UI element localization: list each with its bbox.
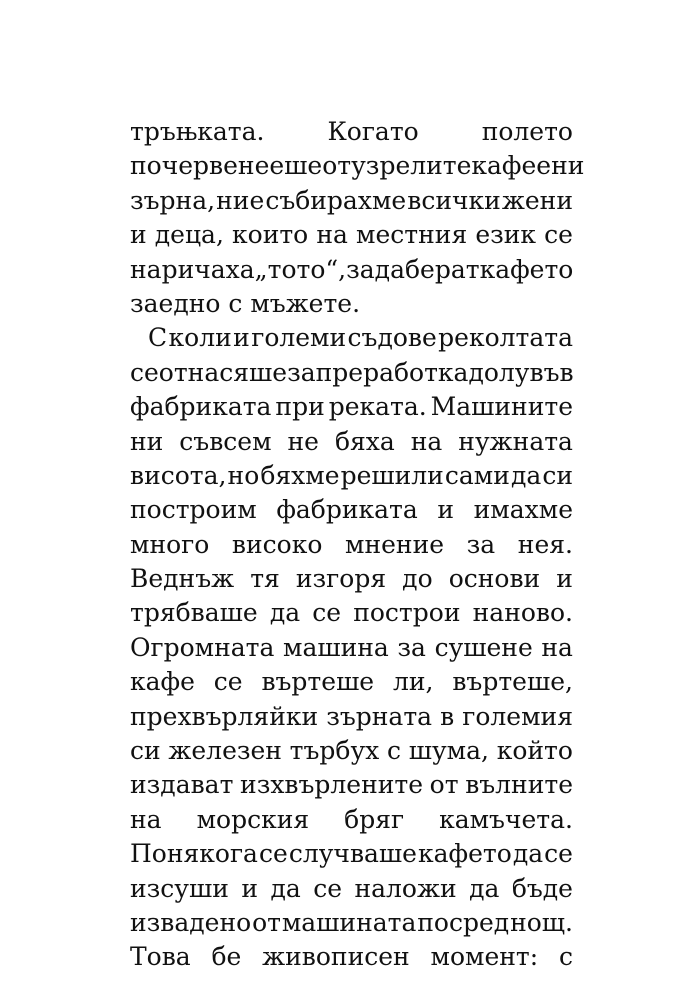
- word: Това: [130, 942, 191, 972]
- word: живописен: [262, 942, 410, 972]
- word: да: [374, 254, 405, 284]
- word: да: [512, 839, 544, 869]
- text-line-4: [130, 218, 573, 252]
- word: които: [232, 220, 309, 250]
- word: с: [387, 736, 402, 766]
- word: отнасяше: [158, 357, 288, 387]
- word: наричаха: [130, 254, 255, 284]
- word: и: [233, 323, 250, 353]
- word: нощ.: [510, 907, 573, 937]
- word: при: [275, 392, 325, 422]
- word: събирахме: [265, 185, 407, 215]
- word: на: [410, 426, 443, 456]
- word: С: [148, 323, 168, 353]
- text-line-17: [130, 665, 573, 699]
- word: бъде: [511, 873, 573, 903]
- word: „тото“,: [254, 254, 347, 284]
- word: момент:: [430, 942, 539, 972]
- word: се: [312, 598, 342, 628]
- text-line-9: [130, 390, 573, 424]
- word: сушене: [434, 632, 533, 662]
- text-line-13: [130, 528, 573, 562]
- word: големия: [462, 701, 573, 731]
- word: от: [322, 151, 352, 181]
- word: от: [252, 907, 281, 937]
- word: зърна,: [130, 185, 216, 215]
- word: се: [213, 667, 243, 697]
- text-line-14: [130, 562, 573, 596]
- word: ни: [130, 426, 164, 456]
- word: да: [510, 460, 542, 490]
- word: бяхме: [260, 460, 340, 490]
- word: Машините: [430, 392, 573, 422]
- text-line-1: [130, 115, 573, 149]
- word: ли,: [392, 667, 434, 697]
- word: въртеше: [261, 667, 375, 697]
- word: търбух: [289, 736, 380, 766]
- word: построим: [130, 495, 257, 525]
- word: реката.: [328, 392, 427, 422]
- text-line-8: [130, 356, 573, 390]
- word: наново.: [472, 598, 573, 628]
- word: от: [429, 770, 459, 800]
- word: Когато: [327, 117, 419, 146]
- text-line-25: [130, 940, 573, 974]
- text-line-15: [130, 596, 573, 630]
- word: фабриката: [130, 392, 272, 422]
- word: големи: [251, 323, 347, 353]
- word: за: [397, 632, 426, 662]
- text-line-24: [130, 906, 573, 940]
- word: шума,: [408, 736, 489, 766]
- word: имахме: [473, 495, 573, 525]
- word: фабриката: [276, 495, 418, 525]
- word: бяха: [334, 426, 395, 456]
- word: тръњката.: [130, 117, 265, 146]
- text-line-23: [130, 872, 573, 906]
- word: Огромната: [130, 632, 275, 662]
- text-line-2: [130, 149, 585, 183]
- word: деца,: [154, 220, 224, 250]
- word: на: [541, 632, 573, 662]
- word: в: [440, 701, 455, 731]
- text-line-11: [130, 459, 573, 493]
- word: изсуши: [130, 873, 229, 903]
- word: който: [496, 736, 573, 766]
- text-line-5: [130, 253, 573, 287]
- word: посред: [417, 907, 510, 937]
- word: коли: [168, 323, 232, 353]
- word: бряг: [344, 804, 405, 834]
- word: с: [558, 942, 573, 972]
- word: узрелите: [351, 151, 472, 181]
- word: полето: [481, 117, 573, 146]
- word: въртеше,: [452, 667, 573, 697]
- word: вълните: [465, 770, 573, 800]
- word: построи: [353, 598, 461, 628]
- word: основи: [448, 564, 541, 594]
- text-line-3: [130, 184, 573, 218]
- word: кафеени: [471, 151, 585, 181]
- word: се: [313, 873, 343, 903]
- word: и: [556, 564, 573, 594]
- word: Понякога: [130, 839, 258, 869]
- text-line-21: [130, 803, 573, 837]
- word: берат: [404, 254, 480, 284]
- word: долу: [468, 357, 530, 387]
- word: не: [287, 426, 319, 456]
- word: да: [270, 873, 301, 903]
- word: Веднъж: [130, 564, 235, 594]
- word: си: [130, 736, 161, 766]
- text-line-6: заедно с мъжете.: [130, 288, 361, 318]
- word: изхвърлените: [240, 770, 424, 800]
- word: да: [469, 873, 500, 903]
- word: решили: [340, 460, 444, 490]
- word: кафето: [479, 254, 574, 284]
- word: висота,: [130, 460, 227, 490]
- word: трябваше: [130, 598, 258, 628]
- word: морския: [196, 804, 310, 834]
- text-line-19: [130, 734, 573, 768]
- text-line-16: [130, 631, 573, 665]
- word: ние: [216, 185, 265, 215]
- word: машината: [281, 907, 417, 937]
- word: зърната: [326, 701, 433, 731]
- word: и: [130, 220, 147, 250]
- word: железен: [168, 736, 282, 766]
- word: сами: [444, 460, 510, 490]
- word: тя: [250, 564, 280, 594]
- word: се: [130, 357, 159, 387]
- word: и: [437, 495, 455, 525]
- word: съдове: [347, 323, 437, 353]
- word: високо: [231, 529, 323, 559]
- word: си: [542, 460, 573, 490]
- word: кафе: [130, 667, 195, 697]
- word: камъчета.: [439, 804, 573, 834]
- word: и: [241, 873, 259, 903]
- word: съвсем: [179, 426, 272, 456]
- word: до: [402, 564, 433, 594]
- word: език: [475, 220, 537, 250]
- word: бе: [211, 942, 242, 972]
- word: за: [346, 254, 375, 284]
- word: за: [466, 529, 496, 559]
- word: нужната: [458, 426, 573, 456]
- word: се: [259, 839, 288, 869]
- word: но: [227, 460, 260, 490]
- word: нея.: [517, 529, 573, 559]
- word: във: [529, 357, 574, 387]
- word: случваше: [288, 839, 417, 869]
- word: реколтата: [438, 323, 573, 353]
- word: машина: [283, 632, 389, 662]
- word: наложи: [354, 873, 457, 903]
- word: мнение: [345, 529, 445, 559]
- word: се: [544, 839, 573, 869]
- word: преработка: [315, 357, 469, 387]
- word: жени: [501, 185, 573, 215]
- word: извадено: [130, 907, 252, 937]
- word: да: [269, 598, 301, 628]
- text-line-20: [130, 768, 573, 802]
- word: почервенееше: [130, 151, 323, 181]
- page-text: [130, 115, 585, 975]
- word: местния: [356, 220, 468, 250]
- word: всички: [407, 185, 501, 215]
- word: се: [544, 220, 573, 250]
- text-line-12: [130, 493, 573, 527]
- word: на: [316, 220, 348, 250]
- word: много: [130, 529, 210, 559]
- word: прехвърляйки: [130, 701, 319, 731]
- text-line-18: [130, 700, 573, 734]
- text-line-22: [130, 837, 573, 871]
- word: на: [130, 804, 162, 834]
- word: кафето: [418, 839, 512, 869]
- text-line-7: [130, 321, 573, 355]
- text-line-10: [130, 425, 573, 459]
- word: изгоря: [295, 564, 387, 594]
- word: издават: [130, 770, 234, 800]
- word: за: [287, 357, 316, 387]
